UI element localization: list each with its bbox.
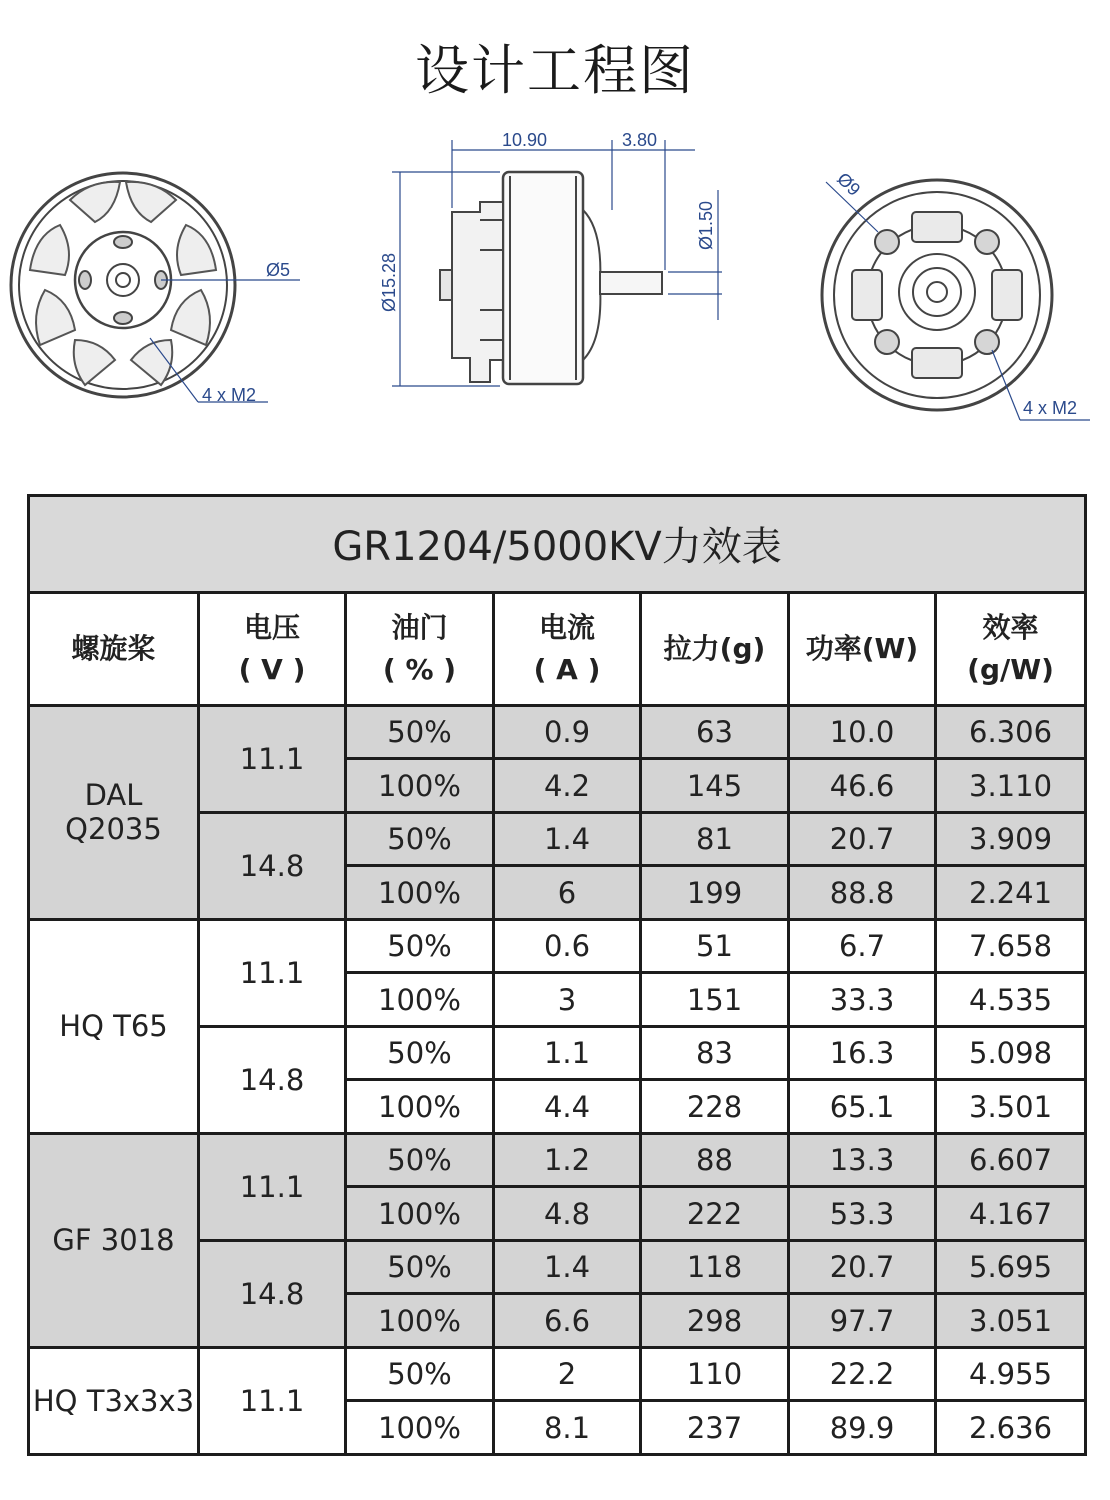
header-thrust: 拉力(g) (641, 592, 789, 705)
prop-cell: DAL Q2035 (29, 705, 199, 919)
current-cell: 8.1 (494, 1401, 641, 1455)
power-cell: 13.3 (789, 1133, 936, 1187)
voltage-cell: 11.1 (199, 1347, 346, 1454)
thrust-cell: 63 (641, 705, 789, 759)
voltage-cell: 11.1 (199, 1133, 346, 1240)
left-screw-dim: 4 x M2 (202, 385, 257, 405)
side-length-dim: 10.90 (502, 130, 548, 150)
throttle-cell: 100% (346, 1187, 494, 1241)
throttle-cell: 50% (346, 812, 494, 866)
power-cell: 65.1 (789, 1080, 936, 1134)
prop-cell: HQ T3x3x3 (29, 1347, 199, 1454)
current-cell: 2 (494, 1347, 641, 1401)
header-voltage: 电压 ( V ) (199, 592, 346, 705)
throttle-cell: 100% (346, 866, 494, 920)
throttle-cell: 100% (346, 1294, 494, 1348)
efficiency-cell: 7.658 (936, 919, 1086, 973)
efficiency-cell: 4.535 (936, 973, 1086, 1027)
voltage-cell: 14.8 (199, 1240, 346, 1347)
prop-cell: HQ T65 (29, 919, 199, 1133)
engineering-drawings (0, 120, 1110, 440)
power-cell: 88.8 (789, 866, 936, 920)
efficiency-cell: 6.306 (936, 705, 1086, 759)
throttle-cell: 50% (346, 1240, 494, 1294)
efficiency-cell: 3.501 (936, 1080, 1086, 1134)
current-cell: 6.6 (494, 1294, 641, 1348)
efficiency-cell: 4.167 (936, 1187, 1086, 1241)
throttle-cell: 50% (346, 919, 494, 973)
efficiency-cell: 3.110 (936, 759, 1086, 813)
current-cell: 3 (494, 973, 641, 1027)
current-cell: 1.4 (494, 812, 641, 866)
thrust-cell: 222 (641, 1187, 789, 1241)
current-cell: 4.8 (494, 1187, 641, 1241)
side-motor-view (440, 172, 662, 384)
drawing-canvas (0, 120, 1110, 440)
power-cell: 33.3 (789, 973, 936, 1027)
table-row (29, 705, 1086, 759)
table-row (29, 919, 1086, 973)
current-cell: 1.4 (494, 1240, 641, 1294)
efficiency-cell: 5.098 (936, 1026, 1086, 1080)
table-header-row (29, 592, 1086, 705)
thrust-efficiency-table (27, 494, 1087, 1456)
left-hole-dim: Ø5 (266, 260, 291, 280)
power-cell: 20.7 (789, 812, 936, 866)
thrust-cell: 118 (641, 1240, 789, 1294)
power-cell: 20.7 (789, 1240, 936, 1294)
header-prop: 螺旋桨 (29, 592, 199, 705)
thrust-cell: 51 (641, 919, 789, 973)
efficiency-cell: 3.909 (936, 812, 1086, 866)
prop-cell: GF 3018 (29, 1133, 199, 1347)
voltage-cell: 14.8 (199, 812, 346, 919)
current-cell: 4.2 (494, 759, 641, 813)
thrust-cell: 228 (641, 1080, 789, 1134)
thrust-cell: 151 (641, 973, 789, 1027)
power-cell: 22.2 (789, 1347, 936, 1401)
voltage-cell: 14.8 (199, 1026, 346, 1133)
right-motor-view (822, 180, 1052, 410)
thrust-cell: 145 (641, 759, 789, 813)
thrust-cell: 81 (641, 812, 789, 866)
power-cell: 46.6 (789, 759, 936, 813)
efficiency-cell: 3.051 (936, 1294, 1086, 1348)
throttle-cell: 100% (346, 759, 494, 813)
power-cell: 97.7 (789, 1294, 936, 1348)
throttle-cell: 100% (346, 973, 494, 1027)
table-row (29, 1133, 1086, 1187)
thrust-cell: 298 (641, 1294, 789, 1348)
throttle-cell: 50% (346, 1026, 494, 1080)
side-shaft-dia-dim: Ø1.50 (696, 200, 716, 250)
right-screw-dim: 4 x M2 (1023, 398, 1078, 418)
thrust-cell: 88 (641, 1133, 789, 1187)
table-row (29, 1347, 1086, 1401)
efficiency-cell: 2.241 (936, 866, 1086, 920)
efficiency-cell: 4.955 (936, 1347, 1086, 1401)
current-cell: 0.9 (494, 705, 641, 759)
right-circle-dim: Ø9 (833, 168, 865, 200)
table-title: GR1204/5000KV力效表 (29, 496, 1086, 593)
power-cell: 89.9 (789, 1401, 936, 1455)
header-throttle: 油门 ( % ) (346, 592, 494, 705)
efficiency-cell: 2.636 (936, 1401, 1086, 1455)
side-shaft-dim: 3.80 (622, 130, 658, 150)
header-efficiency: 效率 (g/W) (936, 592, 1086, 705)
throttle-cell: 100% (346, 1401, 494, 1455)
throttle-cell: 100% (346, 1080, 494, 1134)
current-cell: 6 (494, 866, 641, 920)
throttle-cell: 50% (346, 705, 494, 759)
thrust-cell: 237 (641, 1401, 789, 1455)
current-cell: 0.6 (494, 919, 641, 973)
power-cell: 10.0 (789, 705, 936, 759)
current-cell: 1.1 (494, 1026, 641, 1080)
header-power: 功率(W) (789, 592, 936, 705)
current-cell: 4.4 (494, 1080, 641, 1134)
throttle-cell: 50% (346, 1347, 494, 1401)
voltage-cell: 11.1 (199, 705, 346, 812)
efficiency-cell: 6.607 (936, 1133, 1086, 1187)
power-cell: 53.3 (789, 1187, 936, 1241)
efficiency-cell: 5.695 (936, 1240, 1086, 1294)
power-cell: 16.3 (789, 1026, 936, 1080)
voltage-cell: 11.1 (199, 919, 346, 1026)
side-diameter-dim: Ø15.28 (379, 252, 399, 312)
header-current: 电流 ( A ) (494, 592, 641, 705)
thrust-cell: 83 (641, 1026, 789, 1080)
power-cell: 6.7 (789, 919, 936, 973)
thrust-cell: 110 (641, 1347, 789, 1401)
page-title: 设计工程图 (415, 39, 695, 102)
left-dimensions (150, 280, 300, 402)
throttle-cell: 50% (346, 1133, 494, 1187)
left-motor-view (11, 173, 235, 397)
current-cell: 1.2 (494, 1133, 641, 1187)
thrust-cell: 199 (641, 866, 789, 920)
